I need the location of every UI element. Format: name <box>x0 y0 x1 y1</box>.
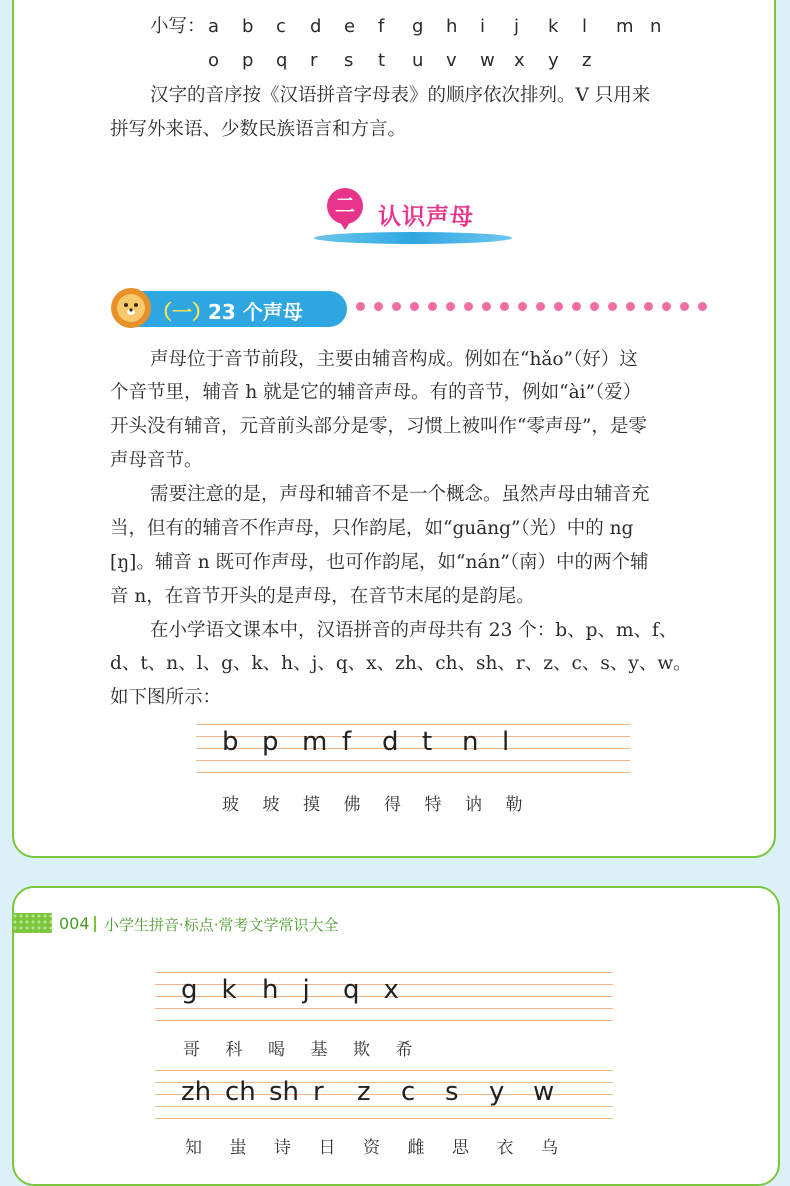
para1-line-3: 开头没有辅音，元音前头部分是零，习惯上被叫作“零声母”，是零 <box>110 416 647 437</box>
alphabet-letter: w <box>480 50 495 71</box>
pinyin-letter: t <box>422 727 433 757</box>
alphabet-letter: p <box>242 50 254 71</box>
pinyin-letter: sh <box>269 1077 300 1107</box>
alphabet-letter: k <box>548 16 559 37</box>
para3-line-3: 如下图所示： <box>110 687 222 708</box>
grid-rule <box>196 760 630 761</box>
pinyin-letter: z <box>357 1077 371 1107</box>
alphabet-letter: t <box>378 50 386 71</box>
alphabet-row-1 <box>208 16 678 40</box>
subsection-banner <box>130 291 347 327</box>
example-character: 蚩 <box>229 1138 247 1158</box>
pink-dot <box>374 302 383 311</box>
pinyin-letter: y <box>489 1077 505 1107</box>
pink-dot <box>482 302 491 311</box>
example-character: 知 <box>185 1138 202 1158</box>
example-character: 摸 <box>303 795 320 815</box>
pink-dot <box>644 302 653 311</box>
pinyin-letter: l <box>502 727 510 757</box>
section-heading <box>312 188 512 250</box>
example-character: 哥 <box>183 1040 200 1060</box>
subsection-number: （一） <box>152 300 212 324</box>
header-strip <box>12 913 52 933</box>
grid2-characters <box>183 1035 603 1059</box>
example-character: 佛 <box>343 795 361 815</box>
lion-mascot-icon <box>109 286 153 330</box>
grid-rule <box>155 1070 613 1071</box>
example-character: 讷 <box>465 795 482 815</box>
alphabet-letter: b <box>242 16 254 37</box>
pinyin-letter: n <box>462 727 479 757</box>
alphabet-letter: z <box>582 50 592 71</box>
book-title: 小学生拼音·标点·常考文学常识大全 <box>104 916 339 934</box>
pinyin-letter: r <box>313 1077 324 1107</box>
example-character: 衣 <box>496 1138 514 1158</box>
alphabet-letter: y <box>548 50 559 71</box>
example-character: 日 <box>318 1138 336 1158</box>
alphabet-letter: h <box>446 16 458 37</box>
pinyin-letter: h <box>262 975 279 1005</box>
pink-dot <box>428 302 437 311</box>
pinyin-letter: p <box>262 727 279 757</box>
pink-dot <box>680 302 689 311</box>
para1-line-2: 个音节里，辅音 h 就是它的辅音声母。有的音节，例如“ài”（爱） <box>110 382 642 403</box>
subsection-title: 23 个声母 <box>208 300 303 324</box>
alphabet-letter: f <box>378 16 385 37</box>
grid-rule <box>155 1008 613 1009</box>
pinyin-letter: w <box>533 1077 555 1107</box>
alphabet-letter: o <box>208 50 220 71</box>
example-character: 雌 <box>407 1138 425 1158</box>
alphabet-letter: i <box>480 16 486 37</box>
pink-dot <box>464 302 473 311</box>
example-character: 玻 <box>222 795 239 815</box>
alphabet-letter: l <box>582 16 588 37</box>
alphabet-letter: e <box>344 16 356 37</box>
example-character: 乌 <box>541 1138 558 1158</box>
header-divider <box>94 916 96 932</box>
pinyin-letter: ch <box>225 1077 256 1107</box>
pinyin-letter: q <box>343 975 360 1005</box>
pinyin-letter: g <box>181 975 198 1005</box>
pink-dot <box>500 302 509 311</box>
example-character: 欺 <box>353 1040 370 1060</box>
example-character: 诗 <box>274 1138 291 1158</box>
alphabet-letter: r <box>310 50 318 71</box>
alphabet-letter: q <box>276 50 288 71</box>
alphabet-letter: a <box>208 16 220 37</box>
para2-line-1: 需要注意的是，声母和辅音不是一个概念。虽然声母由辅音充 <box>150 484 650 505</box>
alphabet-letter: g <box>412 16 424 37</box>
pink-dot <box>662 302 671 311</box>
alphabet-letter: v <box>446 50 457 71</box>
alphabet-row-2 <box>208 50 608 74</box>
writing-grid-2 <box>155 972 613 1020</box>
para2-line-2: 当，但有的辅音不作声母，只作韵尾，如“guāng”（光）中的 ng <box>110 518 634 539</box>
example-character: 坡 <box>262 795 280 815</box>
example-character: 资 <box>363 1138 380 1158</box>
example-character: 喝 <box>268 1040 285 1060</box>
grid-rule <box>155 1118 613 1119</box>
grid3-characters <box>185 1133 605 1157</box>
para1-line-1: 声母位于音节前段，主要由辅音构成。例如在“hǎo”（好）这 <box>150 349 638 370</box>
pink-dot <box>590 302 599 311</box>
pink-dot <box>410 302 419 311</box>
para3-line-2: d、t、n、l、g、k、h、j、q、x、zh、ch、sh、r、z、c、s、y、w。 <box>110 653 692 674</box>
pink-dot <box>698 302 707 311</box>
grid-rule <box>196 724 630 725</box>
grid-rule <box>155 972 613 973</box>
para2-line-4: 音 n，在音节开头的是声母，在音节末尾的是韵尾。 <box>110 586 535 607</box>
pink-dot <box>356 302 365 311</box>
pink-dot <box>392 302 401 311</box>
example-character: 得 <box>384 795 401 815</box>
pink-dot <box>536 302 545 311</box>
pinyin-letter: f <box>342 727 352 757</box>
alphabet-letter: j <box>514 16 520 37</box>
grid-rule <box>196 772 630 773</box>
pinyin-letter: c <box>401 1077 416 1107</box>
example-character: 科 <box>225 1040 243 1060</box>
intro-line-2: 拼写外来语、少数民族语言和方言。 <box>110 119 407 140</box>
section-number-badge: 二 <box>327 188 363 224</box>
section-title: 认识声母 <box>378 204 474 230</box>
grid-rule <box>155 1020 613 1021</box>
writing-grid-1 <box>196 724 630 772</box>
pinyin-letter: x <box>383 975 399 1005</box>
writing-grid-3 <box>155 1070 613 1118</box>
pinyin-letter: s <box>445 1077 459 1107</box>
example-character: 特 <box>424 795 442 815</box>
example-character: 勒 <box>505 795 523 815</box>
grid1-characters <box>222 790 622 814</box>
pinyin-letter: m <box>302 727 328 757</box>
alphabet-letter: c <box>276 16 286 37</box>
alphabet-letter: x <box>514 50 525 71</box>
pinyin-letter: d <box>382 727 399 757</box>
para1-line-4: 声母音节。 <box>110 450 203 471</box>
pink-dot <box>518 302 527 311</box>
example-character: 思 <box>452 1138 469 1158</box>
lowercase-label: 小写： <box>150 16 206 37</box>
alphabet-letter: m <box>616 16 634 37</box>
pinyin-letter: zh <box>181 1077 212 1107</box>
para3-line-1: 在小学语文课本中，汉语拼音的声母共有 23 个：b、p、m、f、 <box>150 620 678 641</box>
page-number: 004 <box>59 914 90 933</box>
pink-dot <box>608 302 617 311</box>
para2-line-3: [ŋ]。辅音 n 既可作声母，也可作韵尾，如“nán”（南）中的两个辅 <box>110 552 649 573</box>
pink-dot <box>554 302 563 311</box>
pinyin-letter: b <box>222 727 239 757</box>
section-heading-wave <box>314 232 512 244</box>
alphabet-letter: u <box>412 50 424 71</box>
alphabet-letter: n <box>650 16 662 37</box>
example-character: 希 <box>395 1040 413 1060</box>
intro-line-1: 汉字的音序按《汉语拼音字母表》的顺序依次排列。V 只用来 <box>150 85 651 106</box>
example-character: 基 <box>310 1040 328 1060</box>
pink-dot <box>626 302 635 311</box>
pink-dot <box>572 302 581 311</box>
pinyin-letter: k <box>221 975 237 1005</box>
alphabet-letter: d <box>310 16 322 37</box>
pink-dot <box>446 302 455 311</box>
alphabet-letter: s <box>344 50 354 71</box>
pinyin-letter: j <box>302 975 310 1005</box>
